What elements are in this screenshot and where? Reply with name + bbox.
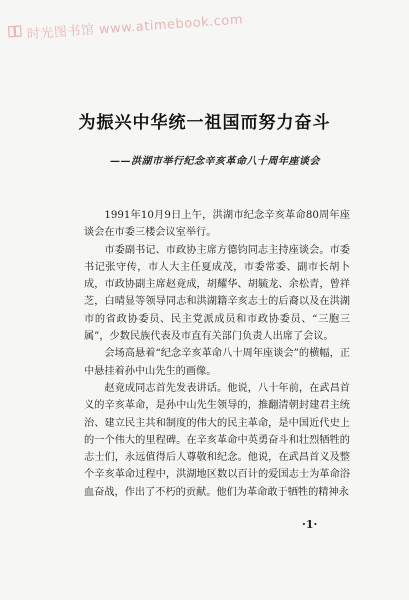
paragraph: 市委副书记、市政协主席方德钧同志主持座谈会。市委书记张守传，市人大主任夏成茂，市委常委、副市长胡卜成，市政协副主席赵竟成，胡耀华、胡毓龙、余松青，曾祥芝，白晴显等领导同志和洪湖籍辛亥志士的后裔以及在洪湖市的省政协委员、民主党派成员和市政协委员、“三胞三属”，少数民族代表及市直有关部门负责人出席了会议。 [84,244,350,343]
watermark-text: 时光图书馆 www.atimebook.com [26,12,244,43]
article-title: 为振兴中华统一祖国而努力奋斗 [78,113,331,133]
page-number: ·1· [302,518,318,531]
book-logo-icon [6,23,23,40]
paragraph: 会场高悬着“纪念辛亥革命八十周年座谈会”的横幅，正中悬挂着孙中山先生的画像。 [84,348,350,377]
article-subtitle: ——洪湖市举行纪念辛亥革命八十周年座谈会 [110,156,320,167]
article-body [84,207,350,501]
paragraph: 赵竟成同志首先发表讲话。他说，八十年前，在武昌首义的辛亥革命，是孙中山先生领导的，推翻清朝封建君主统治、建立民主共和制度的伟大的民主革命，是中国近代史上的一个伟大的里程碑。在辛亥革命中英勇奋斗和壮烈牺牲的志士们，永远值得后人尊敬和纪念。他说，在武昌首义及整个辛亥革命过程中，洪湖地区数以百计的爱国志士为革命浴血奋战，作出了不朽的贡献。他们为革命敢于牺牲的精神永 [84,382,350,498]
paragraph: 1991年10月9日上午，洪湖市纪念辛亥革命80周年座谈会在市委三楼会议室举行。 [84,210,350,239]
watermark [6,6,244,54]
